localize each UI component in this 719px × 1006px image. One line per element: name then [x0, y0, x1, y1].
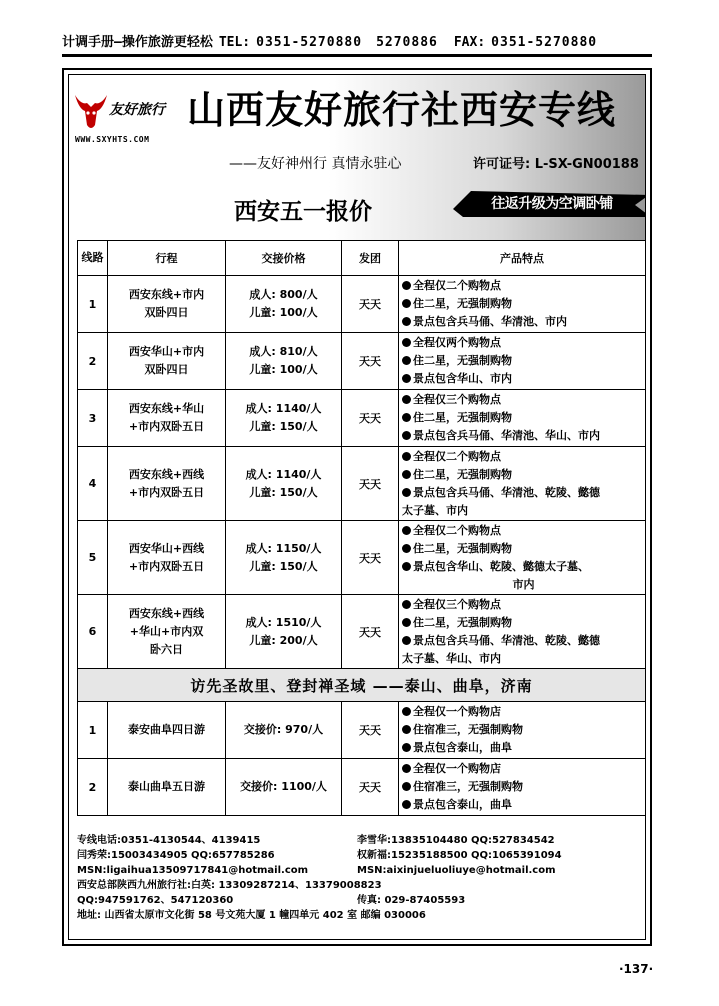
bullet-icon [402, 725, 411, 734]
feature-item [402, 796, 645, 814]
xian-hq: 西安总部陕西九州旅行社:白英: 13309287214、13379008823 [77, 880, 382, 891]
bullet-icon [402, 636, 411, 645]
child-price: 儿童: 150/人 [249, 420, 318, 433]
bullet-icon [402, 470, 411, 479]
msn-1: MSN:ligaihua13509717841@hotmail.com [77, 865, 309, 876]
departure-cell: 天天 [342, 702, 399, 759]
feature-item [402, 703, 645, 721]
license-number: 许可证号: L-SX-GN00188 [473, 157, 639, 172]
price-cell: 交接价: 970/人 [226, 702, 342, 759]
feature-text: 全程仅三个购物点 [413, 393, 501, 406]
bullet-icon [402, 743, 411, 752]
tel-label: TEL: [218, 35, 251, 50]
row-number: 6 [78, 595, 108, 669]
bullet-icon [402, 374, 411, 383]
route-line: +市内双卧五日 [128, 420, 205, 433]
page-inner [68, 74, 646, 940]
bullet-icon [402, 562, 411, 571]
feature-item [402, 334, 645, 352]
price-cell: 交接价: 1100/人 [226, 759, 342, 816]
adult-price: 成人: 1510/人 [245, 615, 322, 629]
departure-cell: 天天 [342, 333, 399, 390]
page-frame [62, 68, 652, 946]
route-line: +华山+市内双 [129, 624, 204, 638]
col-header-features: 产品特点 [399, 241, 646, 276]
bullet-icon [402, 281, 411, 290]
feature-text: 景点包含兵马俑、华清池、乾陵、懿德 [413, 485, 600, 499]
departure-cell: 天天 [342, 759, 399, 816]
col-header-line: 线路 [78, 241, 108, 276]
feature-item [402, 370, 645, 388]
feature-text: 景点包含兵马俑、华清池、华山、市内 [413, 429, 600, 442]
feature-item [402, 596, 645, 614]
bullet-icon [402, 338, 411, 347]
route-cell: 泰安曲阜四日游 [108, 702, 226, 759]
route-line: 西安东线+华山 [128, 402, 205, 415]
adult-price: 成人: 800/人 [249, 288, 318, 301]
bullet-icon [402, 452, 411, 461]
price-cell [226, 390, 342, 447]
table-row [78, 333, 646, 390]
features-cell [399, 333, 646, 390]
route-cell [108, 390, 226, 447]
feature-text: 景点包含华山、市内 [413, 372, 512, 385]
feature-item [402, 484, 645, 502]
route-cell: 泰山曲阜五日游 [108, 759, 226, 816]
row-number: 2 [78, 333, 108, 390]
bull-head-icon [73, 91, 109, 135]
feature-item [402, 614, 645, 632]
adult-price: 成人: 1140/人 [245, 467, 322, 481]
route-line: 西安华山+市内 [128, 345, 205, 358]
route-line: 西安华山+西线 [128, 541, 205, 555]
section-title: 访先圣故里、登封禅圣域 ——泰山、曲阜，济南 [78, 669, 646, 702]
feature-text: 全程仅三个购物点 [413, 597, 501, 611]
row-number: 5 [78, 521, 108, 595]
fax-number: 0351-5270880 [491, 35, 598, 50]
feature-item [402, 277, 645, 295]
row-number: 4 [78, 447, 108, 521]
bullet-icon [402, 544, 411, 553]
fax-label: FAX: [453, 35, 486, 50]
feature-text: 全程仅一个购物店 [413, 705, 501, 718]
route-line: 卧六日 [150, 642, 183, 656]
bullet-icon [402, 526, 411, 535]
route-line: 西安东线+市内 [128, 288, 205, 301]
address: 地址: 山西省太原市文化街 58 号文苑大厦 1 幢四单元 402 室 邮编 030006 [77, 910, 426, 921]
bullet-icon [402, 317, 411, 326]
departure-cell: 天天 [342, 595, 399, 669]
logo-brand-text: 友好旅行 [109, 102, 165, 118]
features-cell [399, 447, 646, 521]
page-number: ·137· [619, 962, 654, 976]
route-line: 双卧四日 [144, 363, 189, 376]
route-cell [108, 595, 226, 669]
price-cell [226, 447, 342, 521]
features-cell [399, 759, 646, 816]
route-line: +市内双卧五日 [128, 559, 205, 573]
fax-line: 传真: 029-87405593 [357, 895, 466, 906]
child-price: 儿童: 100/人 [249, 306, 318, 319]
bullet-icon [402, 299, 411, 308]
top-contact-bar [62, 32, 652, 57]
contact-row [77, 848, 645, 863]
features-cell [399, 595, 646, 669]
contact-quan: 权新福:15235188500 QQ:1065391094 [357, 850, 562, 861]
adult-price: 成人: 1140/人 [245, 402, 322, 415]
table-row [78, 595, 646, 669]
price-cell [226, 276, 342, 333]
contact-yan: 闫秀荣:15003434905 QQ:657785286 [77, 850, 275, 861]
feature-text: 全程仅一个购物店 [413, 762, 501, 775]
bullet-icon [402, 600, 411, 609]
row-number: 1 [78, 276, 108, 333]
feature-text: 住二星，无强制购物 [413, 411, 512, 424]
price-title: 西安五一报价 [234, 199, 372, 225]
feature-text: 景点包含华山、乾陵、懿德太子墓、 [413, 559, 589, 573]
departure-cell: 天天 [342, 276, 399, 333]
hotline: 专线电话:0351-4130544、4139415 [77, 835, 261, 846]
msn-2: MSN:aixinjueluoliuye@hotmail.com [357, 865, 556, 876]
page-title: 山西友好旅行社西安专线 [187, 88, 617, 132]
bullet-icon [402, 800, 411, 809]
feature-text: 景点包含兵马俑、华清池、市内 [413, 315, 567, 328]
feature-text: 景点包含泰山，曲阜 [413, 798, 512, 811]
feature-text: 住宿准三，无强制购物 [413, 723, 523, 736]
bullet-icon [402, 413, 411, 422]
adult-price: 成人: 1150/人 [245, 541, 322, 555]
bullet-icon [402, 707, 411, 716]
feature-item [402, 739, 645, 757]
row-number: 2 [78, 759, 108, 816]
feature-item [402, 427, 645, 445]
feature-item [402, 558, 645, 576]
col-header-price: 交接价格 [226, 241, 342, 276]
table-row [78, 759, 646, 816]
bullet-icon [402, 618, 411, 627]
bullet-icon [402, 488, 411, 497]
features-cell [399, 521, 646, 595]
route-line: +市内双卧五日 [128, 485, 205, 499]
table-row [78, 390, 646, 447]
feature-text: 全程仅两个购物点 [413, 336, 501, 349]
qq-numbers: QQ:947591762、547120360 [77, 895, 234, 906]
row-number: 3 [78, 390, 108, 447]
features-cell [399, 390, 646, 447]
table-row [78, 521, 646, 595]
contact-row [77, 908, 645, 923]
adult-price: 成人: 810/人 [249, 345, 318, 358]
features-cell [399, 276, 646, 333]
feature-text: 景点包含泰山，曲阜 [413, 741, 512, 754]
feature-item [402, 352, 645, 370]
contact-row [77, 863, 645, 878]
section-header-row [78, 669, 646, 702]
contact-info [77, 833, 645, 923]
logo-url: WWW.SXYHTS.COM [75, 135, 150, 144]
child-price: 儿童: 150/人 [249, 485, 318, 499]
feature-text: 全程仅二个购物点 [413, 523, 501, 537]
feature-item-cont: 太子墓、华山、市内 [402, 651, 501, 665]
feature-item [402, 778, 645, 796]
bullet-icon [402, 431, 411, 440]
feature-item [402, 760, 645, 778]
bullet-icon [402, 395, 411, 404]
tel-number-2: 5270886 [376, 35, 438, 50]
feature-item [402, 448, 645, 466]
handbook-slogan: 计调手册—操作旅游更轻松 [62, 35, 213, 50]
feature-text: 住二星，无强制购物 [413, 354, 512, 367]
feature-item [402, 391, 645, 409]
feature-text: 住二星，无强制购物 [413, 615, 512, 629]
child-price: 儿童: 200/人 [249, 633, 318, 647]
feature-text: 全程仅二个购物点 [413, 279, 501, 292]
feature-text: 全程仅二个购物点 [413, 449, 501, 463]
promo-ribbon-text: 往返升级为空调卧铺 [491, 196, 613, 212]
price-cell [226, 595, 342, 669]
contact-row [77, 893, 645, 908]
feature-item [402, 632, 645, 650]
feature-item [402, 540, 645, 558]
route-line: 西安东线+西线 [128, 467, 205, 481]
contact-row [77, 878, 645, 893]
route-cell [108, 521, 226, 595]
price-cell [226, 521, 342, 595]
child-price: 儿童: 150/人 [249, 559, 318, 573]
feature-text: 住二星，无强制购物 [413, 467, 512, 481]
bullet-icon [402, 356, 411, 365]
route-line: 双卧四日 [144, 306, 189, 319]
row-number: 1 [78, 702, 108, 759]
price-cell [226, 333, 342, 390]
departure-cell: 天天 [342, 521, 399, 595]
feature-text: 景点包含兵马俑、华清池、乾陵、懿德 [413, 633, 600, 647]
route-cell [108, 447, 226, 521]
feature-item [402, 409, 645, 427]
contact-li: 李雪华:13835104480 QQ:527834542 [357, 835, 555, 846]
feature-item [402, 721, 645, 739]
table-row [78, 447, 646, 521]
header [69, 75, 645, 240]
table-header-row [78, 241, 646, 276]
promo-ribbon [453, 189, 646, 219]
tel-number-1: 0351-5270880 [256, 35, 363, 50]
child-price: 儿童: 100/人 [249, 363, 318, 376]
contact-row [77, 833, 645, 848]
company-logo [73, 89, 183, 147]
feature-item [402, 466, 645, 484]
table-row [78, 702, 646, 759]
departure-cell: 天天 [342, 447, 399, 521]
route-cell [108, 276, 226, 333]
bullet-icon [402, 764, 411, 773]
feature-item-cont: 太子墓、市内 [402, 503, 468, 517]
feature-text: 住二星，无强制购物 [413, 297, 512, 310]
feature-item [402, 522, 645, 540]
col-header-route: 行程 [108, 241, 226, 276]
col-header-departure: 发团 [342, 241, 399, 276]
feature-item [402, 295, 645, 313]
price-table [77, 240, 646, 816]
table-row [78, 276, 646, 333]
feature-text: 住二星，无强制购物 [413, 541, 512, 555]
feature-item [402, 313, 645, 331]
departure-cell: 天天 [342, 390, 399, 447]
bullet-icon [402, 782, 411, 791]
features-cell [399, 702, 646, 759]
slogan: ——友好神州行 真情永驻心 [229, 156, 402, 172]
feature-text: 住宿准三，无强制购物 [413, 780, 523, 793]
feature-item-cont: 市内 [512, 577, 535, 591]
route-line: 西安东线+西线 [128, 606, 205, 620]
route-cell [108, 333, 226, 390]
